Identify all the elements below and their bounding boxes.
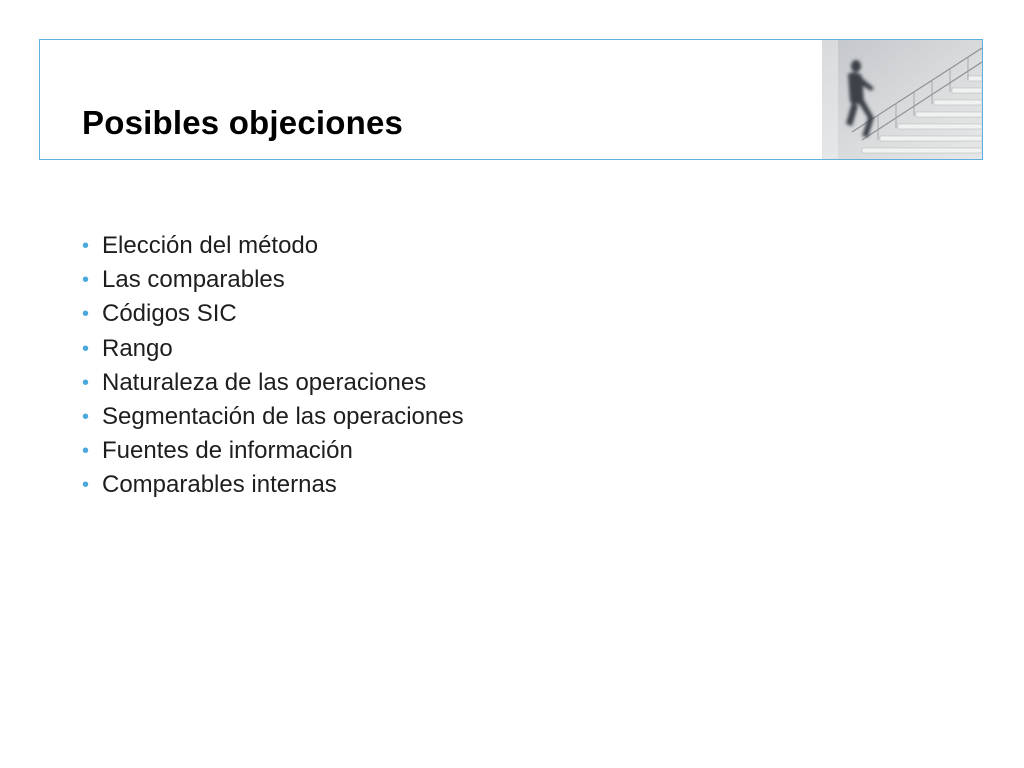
list-item-text: Elección del método (102, 232, 319, 259)
list-item-text: Las comparables (102, 266, 285, 294)
bullet-icon: • (82, 303, 90, 326)
list-item (80, 229, 464, 263)
bullet-icon: • (82, 405, 90, 428)
list-item-text: Naturaleza de las operaciones (102, 368, 427, 396)
bullet-icon: • (82, 235, 90, 257)
list-item-text: Códigos SIC (102, 300, 237, 328)
bullet-icon: • (82, 474, 90, 497)
list-item (80, 366, 464, 400)
bullet-icon: • (82, 269, 90, 292)
list-item (80, 434, 464, 468)
list-item (80, 332, 464, 366)
bullet-icon: • (82, 337, 90, 360)
stairs-photo (822, 40, 982, 159)
bullet-list (80, 229, 464, 503)
list-item (80, 468, 464, 502)
list-item-text: Segmentación de las operaciones (102, 402, 464, 430)
list-item-text: Rango (102, 334, 173, 362)
slide-title: Posibles objeciones (82, 104, 404, 141)
list-item (80, 263, 464, 297)
bullet-icon: • (82, 440, 90, 463)
list-item-text: Fuentes de información (102, 437, 353, 465)
stairs-runner-image (822, 40, 982, 159)
list-item (80, 297, 464, 331)
title-box (39, 39, 983, 160)
list-item-text: Comparables internas (102, 471, 337, 499)
list-item (80, 400, 464, 434)
bullet-icon: • (82, 371, 90, 394)
